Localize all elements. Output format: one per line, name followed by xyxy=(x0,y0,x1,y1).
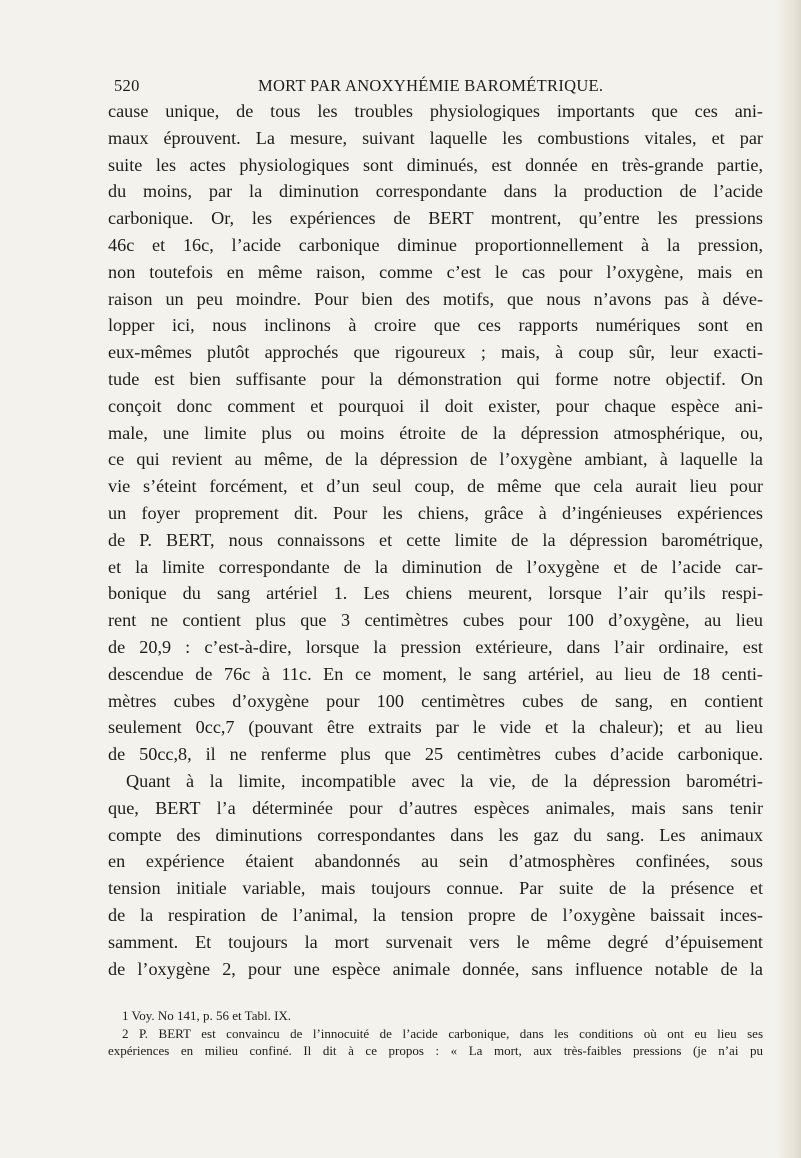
text-line: du moins, par la diminution correspondante dans la production de l’acide xyxy=(108,181,763,202)
text-line: descendue de 76c à 11c. En ce moment, le sang artériel, au lieu de 18 centi- xyxy=(108,663,763,684)
text-line: conçoit donc comment et pourquoi il doit exister, pour chaque espèce ani- xyxy=(108,395,763,416)
text-line: de l’oxygène 2, pour une espèce animale donnée, sans influence notable de la xyxy=(108,958,763,979)
text-line: cause unique, de tous les troubles physiologiques importants que ces ani- xyxy=(108,101,763,121)
footnote-1: 1 Voy. No 141, p. 56 et Tabl. IX. xyxy=(122,1008,292,1023)
text-line: seulement 0cc,7 (pouvant être extraits par le vide et la chaleur); et au lieu xyxy=(108,717,763,738)
body-text xyxy=(108,98,763,982)
footnote-2-continued: expériences en milieu confiné. Il dit à ce propos : « La mort, aux très-faibles pressions (je n’ai pu xyxy=(108,1043,763,1058)
text-line: 46c et 16c, l’acide carbonique diminue proportionnellement à la pression, xyxy=(108,234,763,255)
footnotes xyxy=(108,1007,763,1060)
text-line: que, BERT l’a déterminée pour d’autres espèces animales, mais sans tenir xyxy=(108,797,763,818)
text-line: de P. BERT, nous connaissons et cette limite de la dépression barométrique, xyxy=(108,529,763,550)
running-header xyxy=(108,76,763,98)
text-line: bonique du sang artériel 1. Les chiens meurent, lorsque l’air qu’ils respi- xyxy=(108,583,763,604)
text-line: lopper ici, nous inclinons à croire que ces rapports numériques sont en xyxy=(108,315,763,336)
text-line: tension initiale variable, mais toujours connue. Par suite de la présence et xyxy=(108,878,763,899)
text-line: carbonique. Or, les expériences de BERT montrent, qu’entre les pressions xyxy=(108,208,763,229)
page-edge-shadow xyxy=(779,0,801,1158)
text-line: et la limite correspondante de la diminution de l’oxygène et de l’acide car- xyxy=(108,556,763,577)
text-line: mètres cubes d’oxygène pour 100 centimètres cubes de sang, en contient xyxy=(108,690,763,711)
text-line: maux éprouvent. La mesure, suivant laquelle les combustions vitales, et par xyxy=(108,127,763,148)
text-line: vie s’éteint forcément, et d’un seul coup, de même que cela aurait lieu pour xyxy=(108,476,763,497)
page-number: 520 xyxy=(114,76,140,95)
footnote-2: 2 P. BERT est convaincu de l’innocuité de l’acide carbonique, dans les conditions où ont eu lieu ses xyxy=(122,1025,763,1041)
text-line: eux-mêmes plutôt approchés que rigoureux ; mais, à coup sûr, leur exacti- xyxy=(108,342,763,363)
text-line: non toutefois en même raison, comme c’est le cas pour l’oxygène, mais en xyxy=(108,261,763,282)
text-line: un foyer proprement dit. Pour les chiens, grâce à d’ingénieuses expériences xyxy=(108,502,763,523)
text-line: de 50cc,8, il ne renferme plus que 25 centimètres cubes d’acide carbonique. xyxy=(108,744,763,765)
text-line: compte des diminutions correspondantes dans les gaz du sang. Les animaux xyxy=(108,824,763,845)
text-line: Quant à la limite, incompatible avec la vie, de la dépression barométri- xyxy=(126,770,763,791)
text-line: rent ne contient plus que 3 centimètres cubes pour 100 d’oxygène, au lieu xyxy=(108,610,763,631)
text-line: tude est bien suffisante pour la démonstration qui forme notre objectif. On xyxy=(108,368,763,389)
text-line: suite les actes physiologiques sont diminués, est donnée en très-grande partie, xyxy=(108,154,763,175)
text-line: de 20,9 : c’est-à-dire, lorsque la pression extérieure, dans l’air ordinaire, est xyxy=(108,636,763,657)
text-line: samment. Et toujours la mort survenait vers le même degré d’épuisement xyxy=(108,931,763,952)
text-line: de la respiration de l’animal, la tension propre de l’oxygène baissait inces- xyxy=(108,904,763,925)
text-line: male, une limite plus ou moins étroite de la dépression atmosphérique, ou, xyxy=(108,422,763,443)
text-line: en expérience étaient abandonnés au sein d’atmosphères confinées, sous xyxy=(108,851,763,872)
running-title: MORT PAR ANOXYHÉMIE BAROMÉTRIQUE. xyxy=(258,76,604,95)
text-line: ce qui revient au même, de la dépression de l’oxygène ambiant, à laquelle la xyxy=(108,449,763,470)
text-line: raison un peu moindre. Pour bien des motifs, que nous n’avons pas à déve- xyxy=(108,288,763,309)
